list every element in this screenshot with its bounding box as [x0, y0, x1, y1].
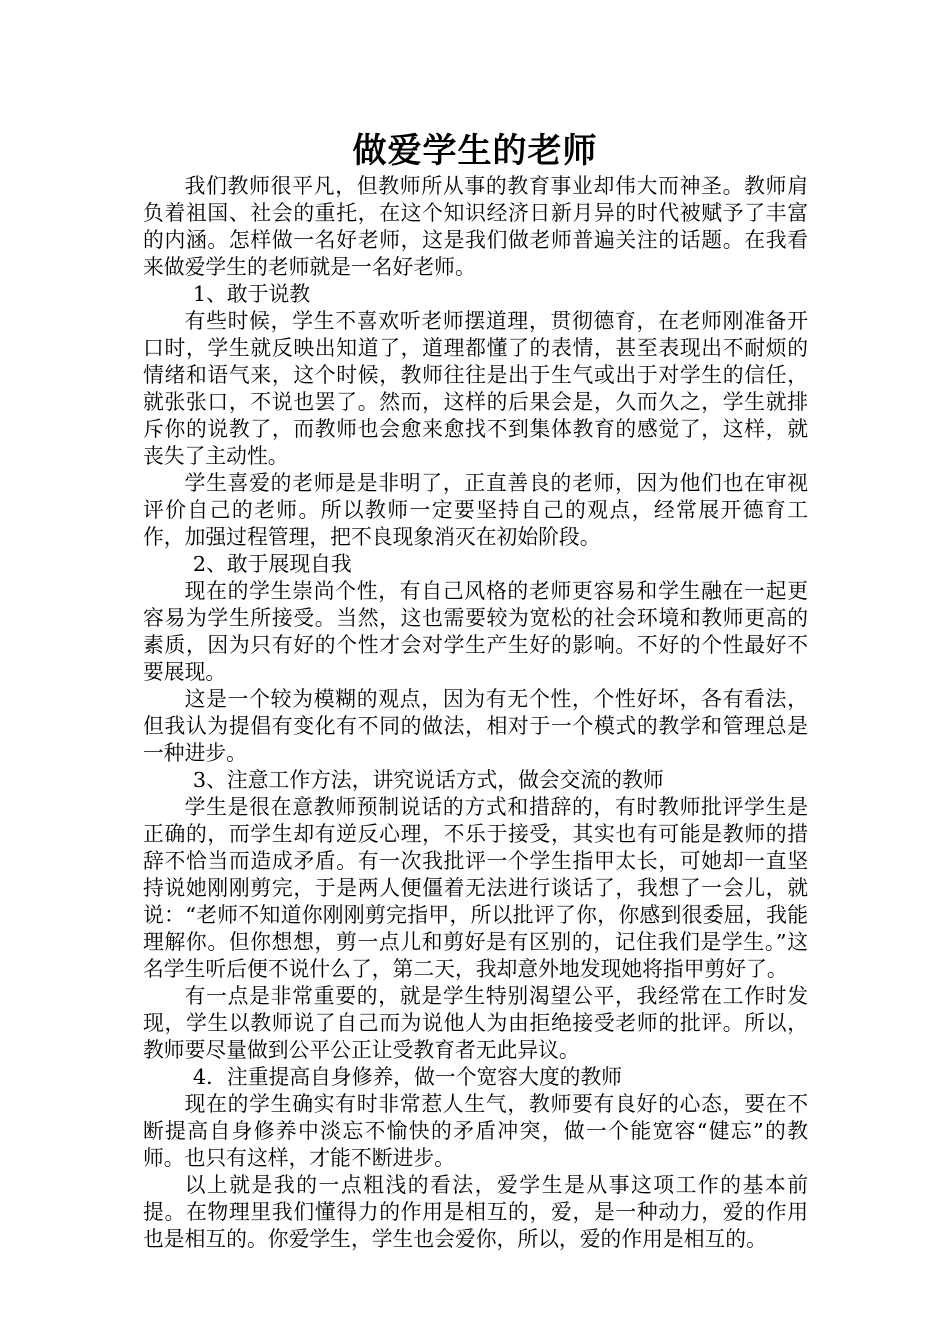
paragraph: 学生喜爱的老师是是非明了，正直善良的老师，因为他们也在审视评价自己的老师。所以教师一定要坚持自己的观点，经常展开德育工作，加强过程管理，把不良现象消灭在初始阶段。: [143, 471, 808, 549]
paragraph: 这是一个较为模糊的观点，因为有无个性，个性好坏，各有看法，但我认为提倡有变化有不同的做法，相对于一个模式的教学和管理总是一种进步。: [143, 687, 808, 765]
paragraph: 现在的学生崇尚个性，有自己风格的老师更容易和学生融在一起更容易为学生所接受。当然，这也需要较为宽松的社会环境和教师更高的素质，因为只有好的个性才会对学生产生好的影响。不好的个性最好不要展现。: [143, 579, 808, 684]
section-heading-2: 2、敢于展现自我: [192, 552, 352, 576]
paragraph-intro: 我们教师很平凡，但教师所从事的教育事业却伟大而神圣。教师肩负着祖国、社会的重托，在这个知识经济日新月异的时代被赋予了丰富的内涵。怎样做一名好老师，这是我们做老师普遍关注的话题。在我看来做爱学生的老师就是一名好老师。: [143, 174, 808, 279]
document-title: 做爱学生的老师: [352, 131, 598, 171]
paragraph: 现在的学生确实有时非常惹人生气，教师要有良好的心态，要在不断提高自身修养中淡忘不愉快的矛盾冲突，做一个能宽容“健忘”的教师。也只有这样，才能不断进步。: [143, 1092, 808, 1170]
paragraph-conclusion: 以上就是我的一点粗浅的看法，爱学生是从事这项工作的基本前提。在物理里我们懂得力的作用是相互的，爱，是一种动力，爱的作用也是相互的。你爱学生，学生也会爱你，所以，爱的作用是相互的。: [143, 1173, 808, 1251]
document-body: [143, 173, 808, 1253]
section-heading-4: 4．注重提高自身修养，做一个宽容大度的教师: [192, 1065, 623, 1089]
section-heading-3: 3、注意工作方法，讲究说话方式，做会交流的教师: [192, 768, 664, 792]
section-heading-1: 1、敢于说教: [192, 282, 311, 306]
paragraph: 学生是很在意教师预制说话的方式和措辞的，有时教师批评学生是正确的，而学生却有逆反心理，不乐于接受，其实也有可能是教师的措辞不恰当而造成矛盾。有一次我批评一个学生指甲太长，可她却一直坚持说她刚刚剪完，于是两人便僵着无法进行谈话了，我想了一会儿，就说：“老师不知道你刚刚剪完指甲，所以批评了你，你感到很委屈，我能理解你。但你想想，剪一点儿和剪好是有区别的，记住我们是学生。”这名学生听后便不说什么了，第二天，我却意外地发现她将指甲剪好了。: [143, 795, 808, 981]
paragraph: 有些时候，学生不喜欢听老师摆道理，贯彻德育，在老师刚准备开口时，学生就反映出知道了，道理都懂了的表情，甚至表现出不耐烦的情绪和语气来，这个时候，教师往往是出于生气或出于对学生的信任，就张张口，不说也罢了。然而，这样的后果会是，久而久之，学生就排斥你的说教了，而教师也会愈来愈找不到集体教育的感觉了，这样，就丧失了主动性。: [143, 309, 808, 468]
paragraph: 有一点是非常重要的，就是学生特别渴望公平，我经常在工作时发现，学生以教师说了自己而为说他人为由拒绝接受老师的批评。所以，教师要尽量做到公平公正让受教育者无此异议。: [143, 984, 808, 1062]
